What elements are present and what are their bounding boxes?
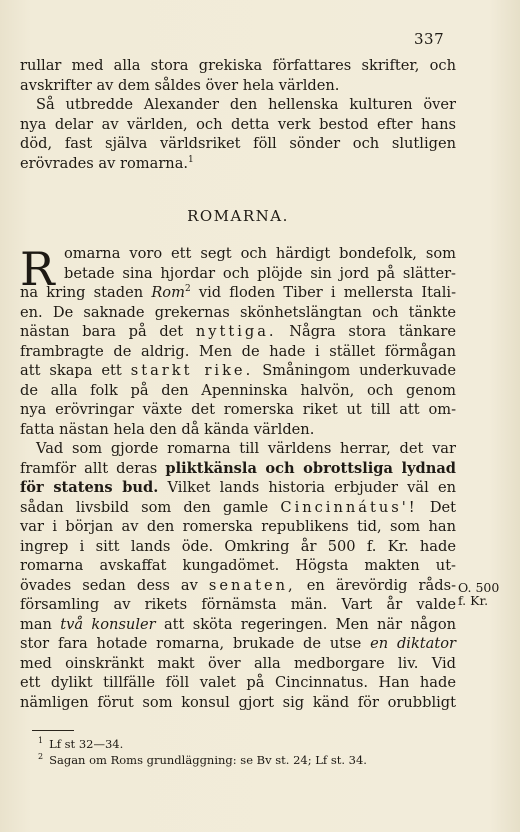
text-span: na kring staden	[20, 284, 144, 301]
text-line	[20, 634, 456, 654]
text-line: Så utbredde Alexander den hellenska kulturen över	[36, 96, 456, 113]
margin-note: O. 500	[458, 580, 500, 595]
text-span: Vilket lands historia erbjuder väl en	[167, 479, 456, 496]
text-line: de alla folk på den Apenninska halvön, och genom	[20, 381, 456, 399]
romans-paragraph	[20, 244, 456, 712]
text-line: församling av rikets förnämsta män. Vart år valde	[20, 596, 456, 613]
text-span: att skapa ett	[20, 362, 122, 379]
drop-cap: R	[20, 242, 55, 296]
text-line: var i början av den romerska republikens tid, som han	[20, 518, 456, 535]
text-span: övades sedan dess av	[20, 576, 198, 594]
text-span: framför allt deras	[20, 459, 158, 477]
text-span: en ärevördig råds-	[306, 576, 456, 594]
text-line: nya erövringar växte det romerska riket ut till att om-	[20, 401, 456, 418]
text-line: fatta nästan hela den då kända världen.	[20, 420, 315, 438]
text-line: ingrep i sitt lands öde. Omkring år 500 f. Kr. hade	[20, 537, 456, 555]
text-span: stor fara hotade romarna, brukade de utse	[20, 635, 362, 652]
italic-phrase: två konsuler	[60, 615, 156, 633]
text-line: Vad som gjorde romarna till världens herrar, det var	[36, 440, 456, 457]
text-line: en. De saknade grekernas skönhetslängtan och tänkte	[20, 303, 456, 321]
text-line	[20, 576, 456, 596]
spaced-word: senaten,	[208, 576, 296, 594]
text-line	[20, 361, 456, 381]
text-line: nämligen förut som konsul gjort sig känd för orubbligt	[20, 693, 456, 711]
text-line: död, fast själva världsriket föll sönder och slutligen	[20, 135, 456, 152]
text-line: med oinskränkt makt över alla medborgare liv. Vid	[20, 654, 456, 672]
text-span: man	[20, 615, 52, 633]
italic-phrase: en diktator	[370, 635, 456, 652]
section-title: ROMARNA.	[187, 207, 289, 225]
footnote-number: 2	[38, 752, 44, 762]
text-line: avskrifter av dem såldes över hela världen.	[20, 76, 340, 94]
footnote-number: 1	[38, 736, 44, 746]
footnote	[38, 736, 438, 752]
text-span: att sköta regeringen. Men när någon	[163, 615, 457, 633]
text-span: nästan bara på det	[20, 323, 184, 340]
text-line	[20, 498, 456, 518]
text-line	[20, 154, 456, 174]
text-line: betade sina hjordar och plöjde sin jord på slätter-	[64, 264, 456, 282]
footnote-divider	[32, 730, 74, 731]
text-line: romarna avskaffat kungadömet. Högsta makten ut-	[20, 557, 456, 574]
intro-text	[20, 56, 456, 173]
margin-note: f. Kr.	[458, 593, 489, 608]
spaced-word: nyttiga.	[195, 323, 277, 340]
text-line: nya delar av världen, och detta verk bestod efter hans	[20, 115, 456, 133]
spaced-word: Cincinnátus'!	[280, 498, 418, 516]
text-line: omarna voro ett segt och härdigt bondefolk, som	[64, 245, 456, 262]
text-span: Det	[429, 498, 457, 516]
footnote-ref: 2	[184, 284, 191, 295]
rom-italic: Rom	[151, 284, 185, 301]
footnote-text: Lf st 32—34.	[49, 737, 124, 751]
text-line	[20, 459, 456, 479]
page-number: 337	[414, 30, 445, 48]
text-line: frambragte de aldrig. Men de hade i stället förmågan	[20, 342, 456, 360]
footnote	[38, 752, 438, 768]
footnotes	[38, 736, 438, 768]
text-line	[20, 322, 456, 342]
bold-phrase: pliktkänsla och obrottsliga lydnad	[165, 459, 456, 477]
text-span: erövrades av romarna.	[20, 154, 189, 172]
text-line	[20, 478, 456, 498]
text-span: sådan livsbild som den gamle	[20, 498, 269, 516]
text-line: ett dylikt tillfälle föll valet på Cincinnatus. Han hade	[20, 674, 456, 691]
text-span: vid floden Tiber i mellersta Itali-	[198, 284, 457, 301]
text-line	[20, 283, 456, 303]
text-line	[20, 615, 456, 635]
text-span: Några stora tänkare	[289, 323, 456, 340]
text-line: rullar med alla stora grekiska författares skrifter, och	[20, 57, 456, 74]
footnote-ref: 1	[188, 154, 194, 165]
spaced-word: starkt rike.	[130, 362, 254, 379]
text-span: Småningom underkuvade	[262, 362, 457, 379]
footnote-text: Sagan om Roms grundläggning: se Bv st. 24; Lf st. 34.	[49, 753, 367, 767]
bold-phrase: för statens bud.	[20, 479, 159, 496]
